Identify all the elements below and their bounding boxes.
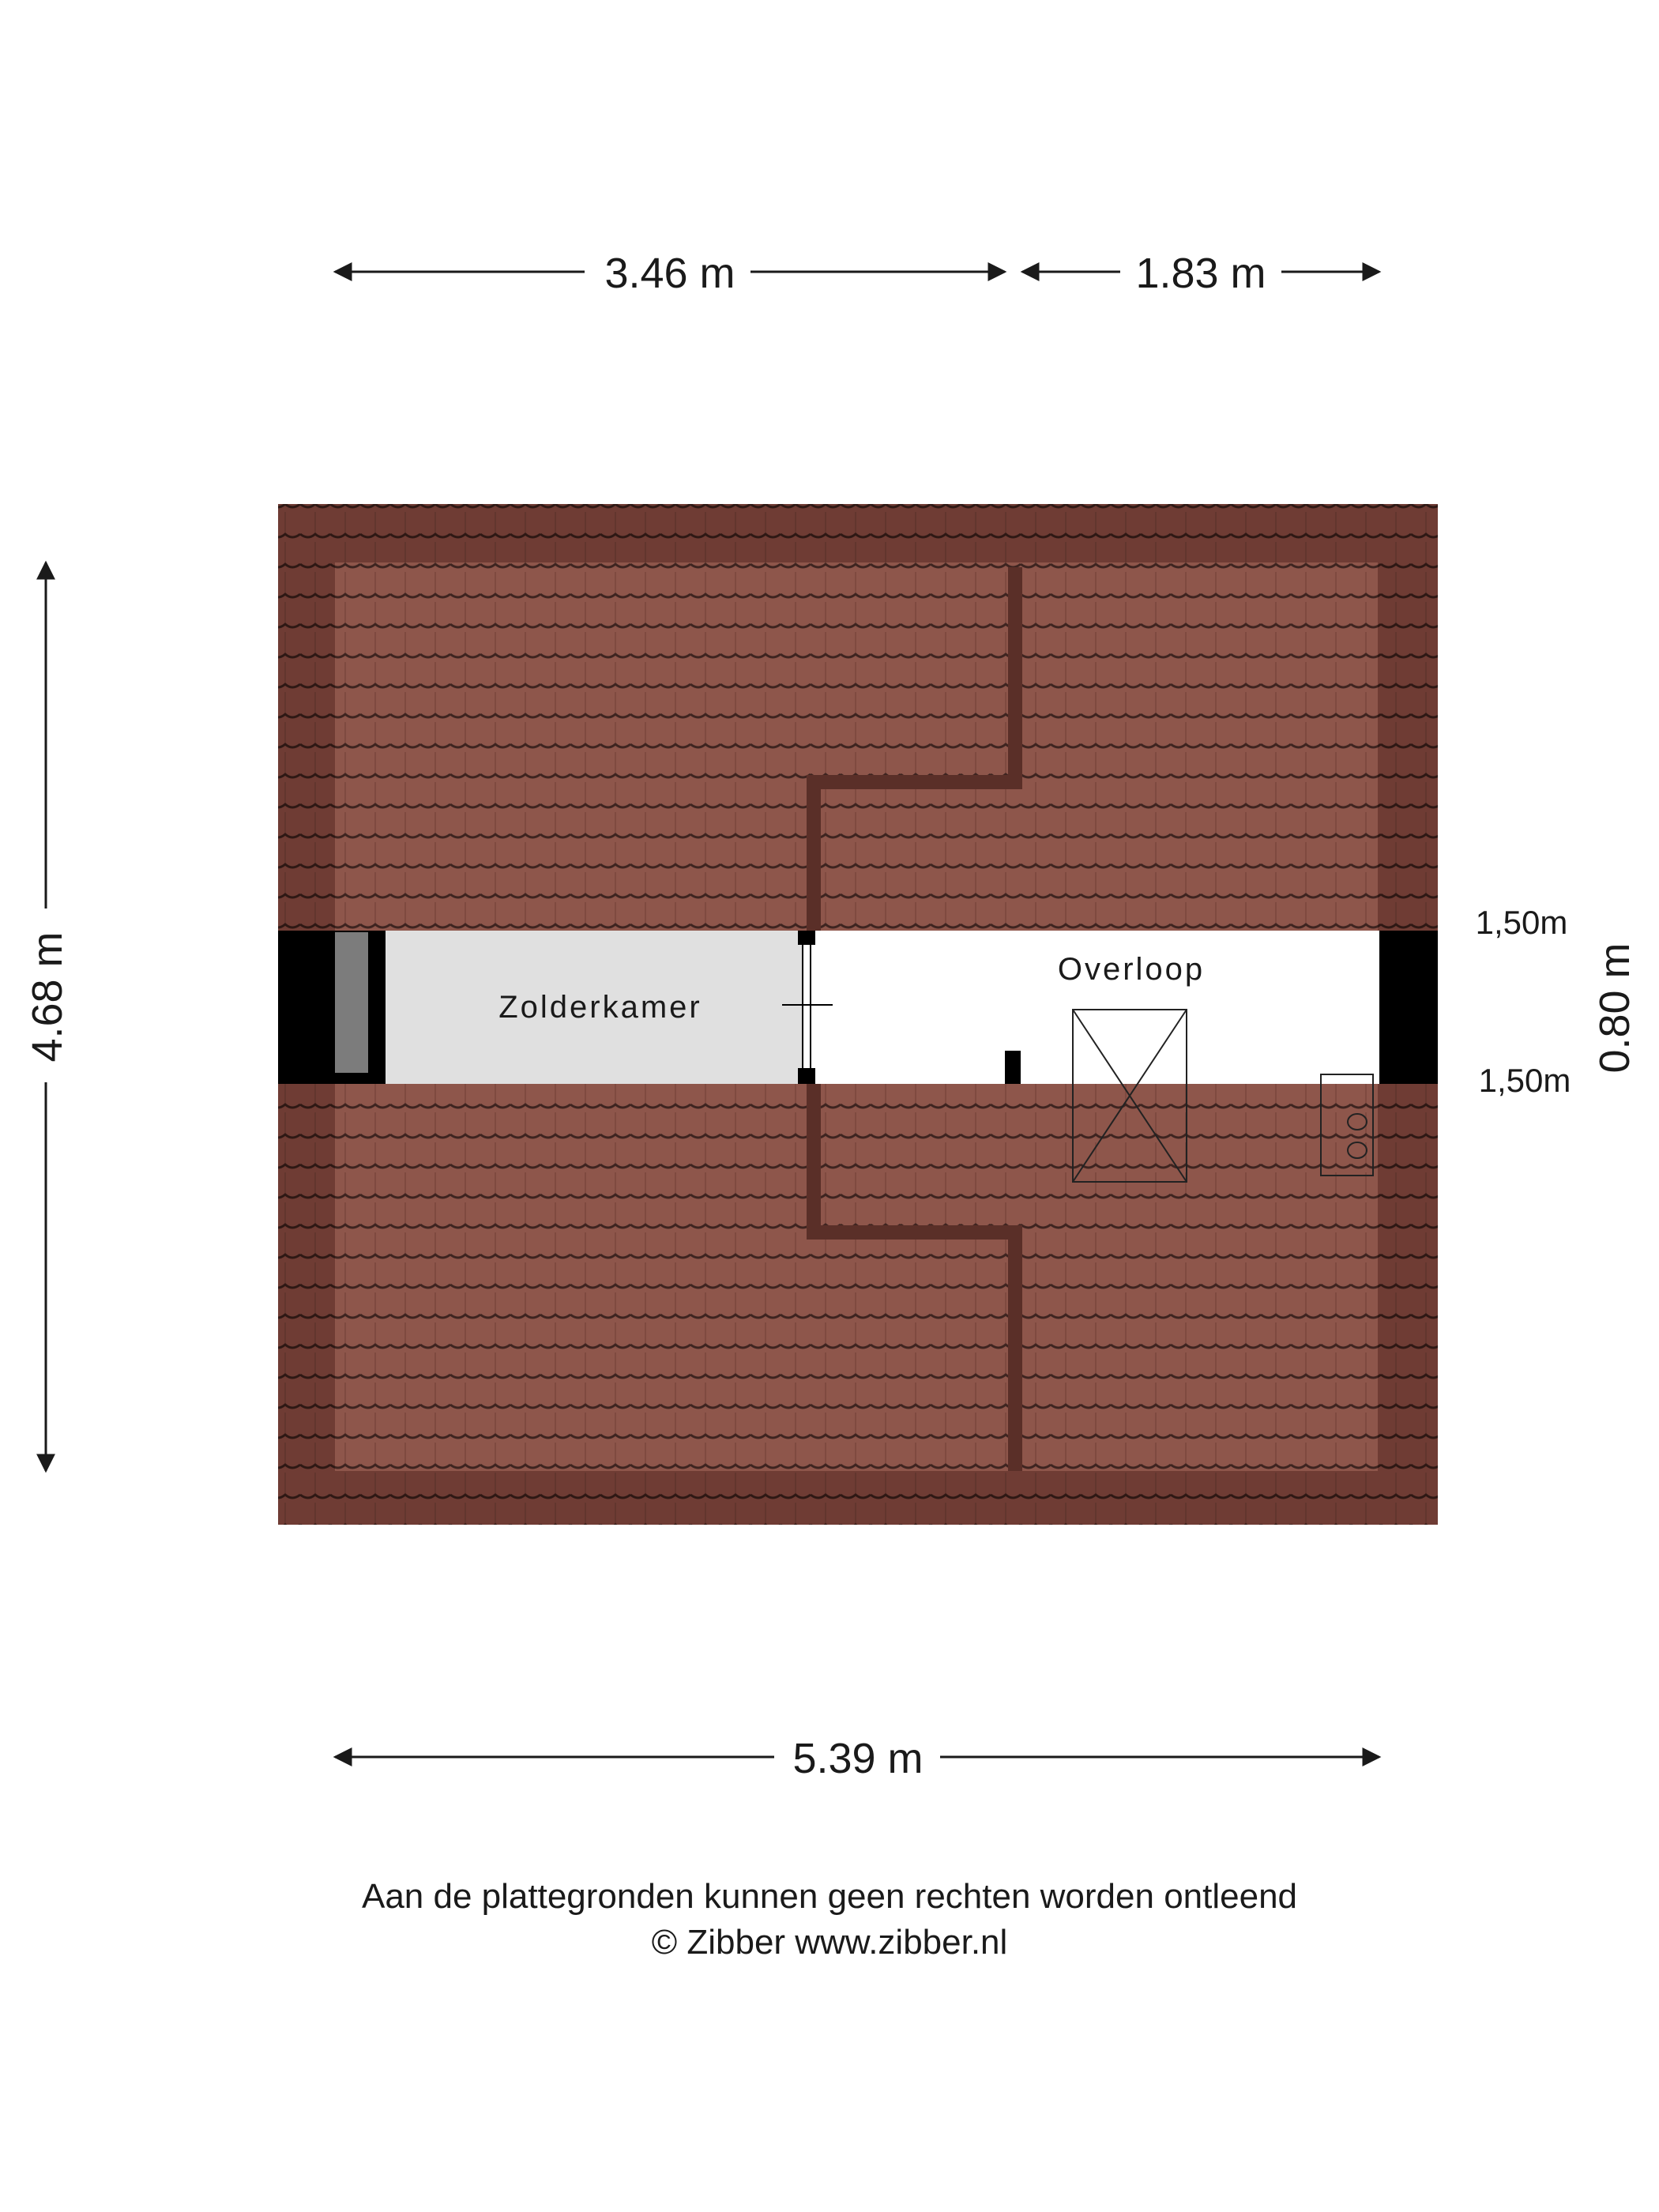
dim-top-right-label: 1.83 m xyxy=(1135,250,1266,297)
door-jamb-top xyxy=(798,931,815,945)
roof-upper-inner xyxy=(335,562,1378,931)
height-label-lower: 1,50m xyxy=(1478,1062,1571,1099)
dimension-top xyxy=(335,250,1379,297)
dim-right-label: 0.80 m xyxy=(1591,942,1638,1074)
copyright-line: © Zibber www.zibber.nl xyxy=(651,1923,1008,1962)
wall-right xyxy=(1379,931,1438,1084)
dimension-left xyxy=(24,562,71,1471)
room-label-zolderkamer: Zolderkamer xyxy=(498,990,702,1025)
disclaimer-line-1: Aan de plattegronden kunnen geen rechten worden ontleend xyxy=(361,1877,1298,1916)
floor-strip xyxy=(278,931,1438,1084)
dimension-bottom xyxy=(335,1735,1379,1782)
dim-top-left-label: 3.46 m xyxy=(604,250,735,297)
dim-bottom-label: 5.39 m xyxy=(792,1735,924,1782)
window-left xyxy=(335,932,368,1073)
wall-left xyxy=(278,931,386,1084)
door-jamb-bottom xyxy=(798,1068,815,1084)
roof-lower-inner xyxy=(335,1084,1378,1471)
room-label-overloop: Overloop xyxy=(1057,952,1206,987)
stair-post xyxy=(1005,1051,1021,1084)
height-label-upper: 1,50m xyxy=(1475,904,1568,941)
dim-left-label: 4.68 m xyxy=(24,931,71,1063)
